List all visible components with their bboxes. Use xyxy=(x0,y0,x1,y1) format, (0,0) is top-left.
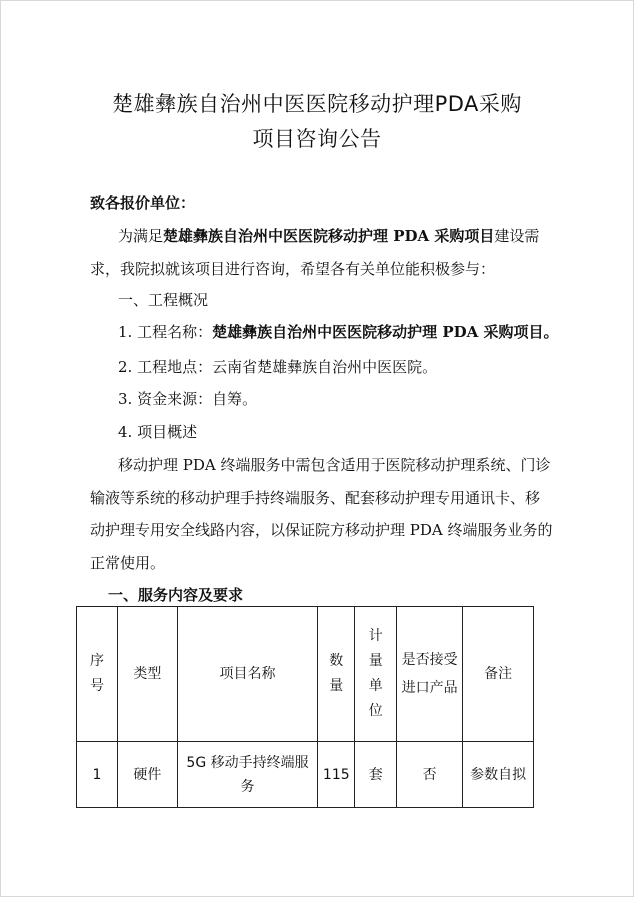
cell-unit: 套 xyxy=(355,742,397,808)
intro-suffix: 建设需 xyxy=(494,227,540,245)
table-header-row xyxy=(77,607,534,742)
cell-item-name: 5G 移动手持终端服务 xyxy=(177,742,318,808)
cell-accept-import: 否 xyxy=(397,742,463,808)
section1-heading: 一、工程概况 xyxy=(118,291,209,309)
header-accept-import: 是否接受进口产品 xyxy=(397,607,463,742)
item1-label: 1. 工程名称： xyxy=(118,323,213,341)
table-row xyxy=(77,742,534,808)
item4-project-overview: 4. 项目概述 xyxy=(118,423,198,441)
item1-value: 楚雄彝族自治州中医医院移动护理 PDA 采购项目。 xyxy=(212,323,559,341)
header-seq: 序号 xyxy=(77,607,118,742)
overview-line: 正常使用。 xyxy=(90,554,166,572)
cell-remark: 参数自拟 xyxy=(463,742,534,808)
service-table xyxy=(76,606,534,808)
cell-seq: 1 xyxy=(77,742,118,808)
document-title-line2: 项目咨询公告 xyxy=(252,127,382,151)
header-quantity: 数量 xyxy=(318,607,355,742)
overview-line: 移动护理 PDA 终端服务中需包含适用于医院移动护理系统、门诊 xyxy=(118,456,551,474)
intro-project-name: 楚雄彝族自治州中医医院移动护理 PDA 采购项目 xyxy=(163,227,495,245)
intro-prefix: 为满足 xyxy=(118,227,164,245)
cell-quantity: 115 xyxy=(318,742,355,808)
header-item-name: 项目名称 xyxy=(177,607,318,742)
header-type: 类型 xyxy=(117,607,177,742)
salutation: 致各报价单位： xyxy=(90,194,196,212)
intro-paragraph-line1 xyxy=(118,226,539,246)
item1-project-name xyxy=(118,322,558,342)
header-remark: 备注 xyxy=(463,607,534,742)
header-unit: 计量单位 xyxy=(355,607,397,742)
section2-heading: 一、服务内容及要求 xyxy=(108,586,244,604)
overview-line: 动护理专用安全线路内容，以保证院方移动护理 PDA 终端服务业务的 xyxy=(90,521,553,539)
cell-type: 硬件 xyxy=(117,742,177,808)
overview-line: 输液等系统的移动护理手持终端服务、配套移动护理专用通讯卡、移 xyxy=(90,489,541,507)
document-title-line1: 楚雄彝族自治州中医医院移动护理PDA采购 xyxy=(112,92,522,116)
item3-funding-source: 3. 资金来源：自筹。 xyxy=(118,390,258,408)
item2-project-location: 2. 工程地点：云南省楚雄彝族自治州中医医院。 xyxy=(118,358,438,376)
intro-paragraph-line2: 求，我院拟就该项目进行咨询，希望各有关单位能积极参与： xyxy=(90,260,496,278)
